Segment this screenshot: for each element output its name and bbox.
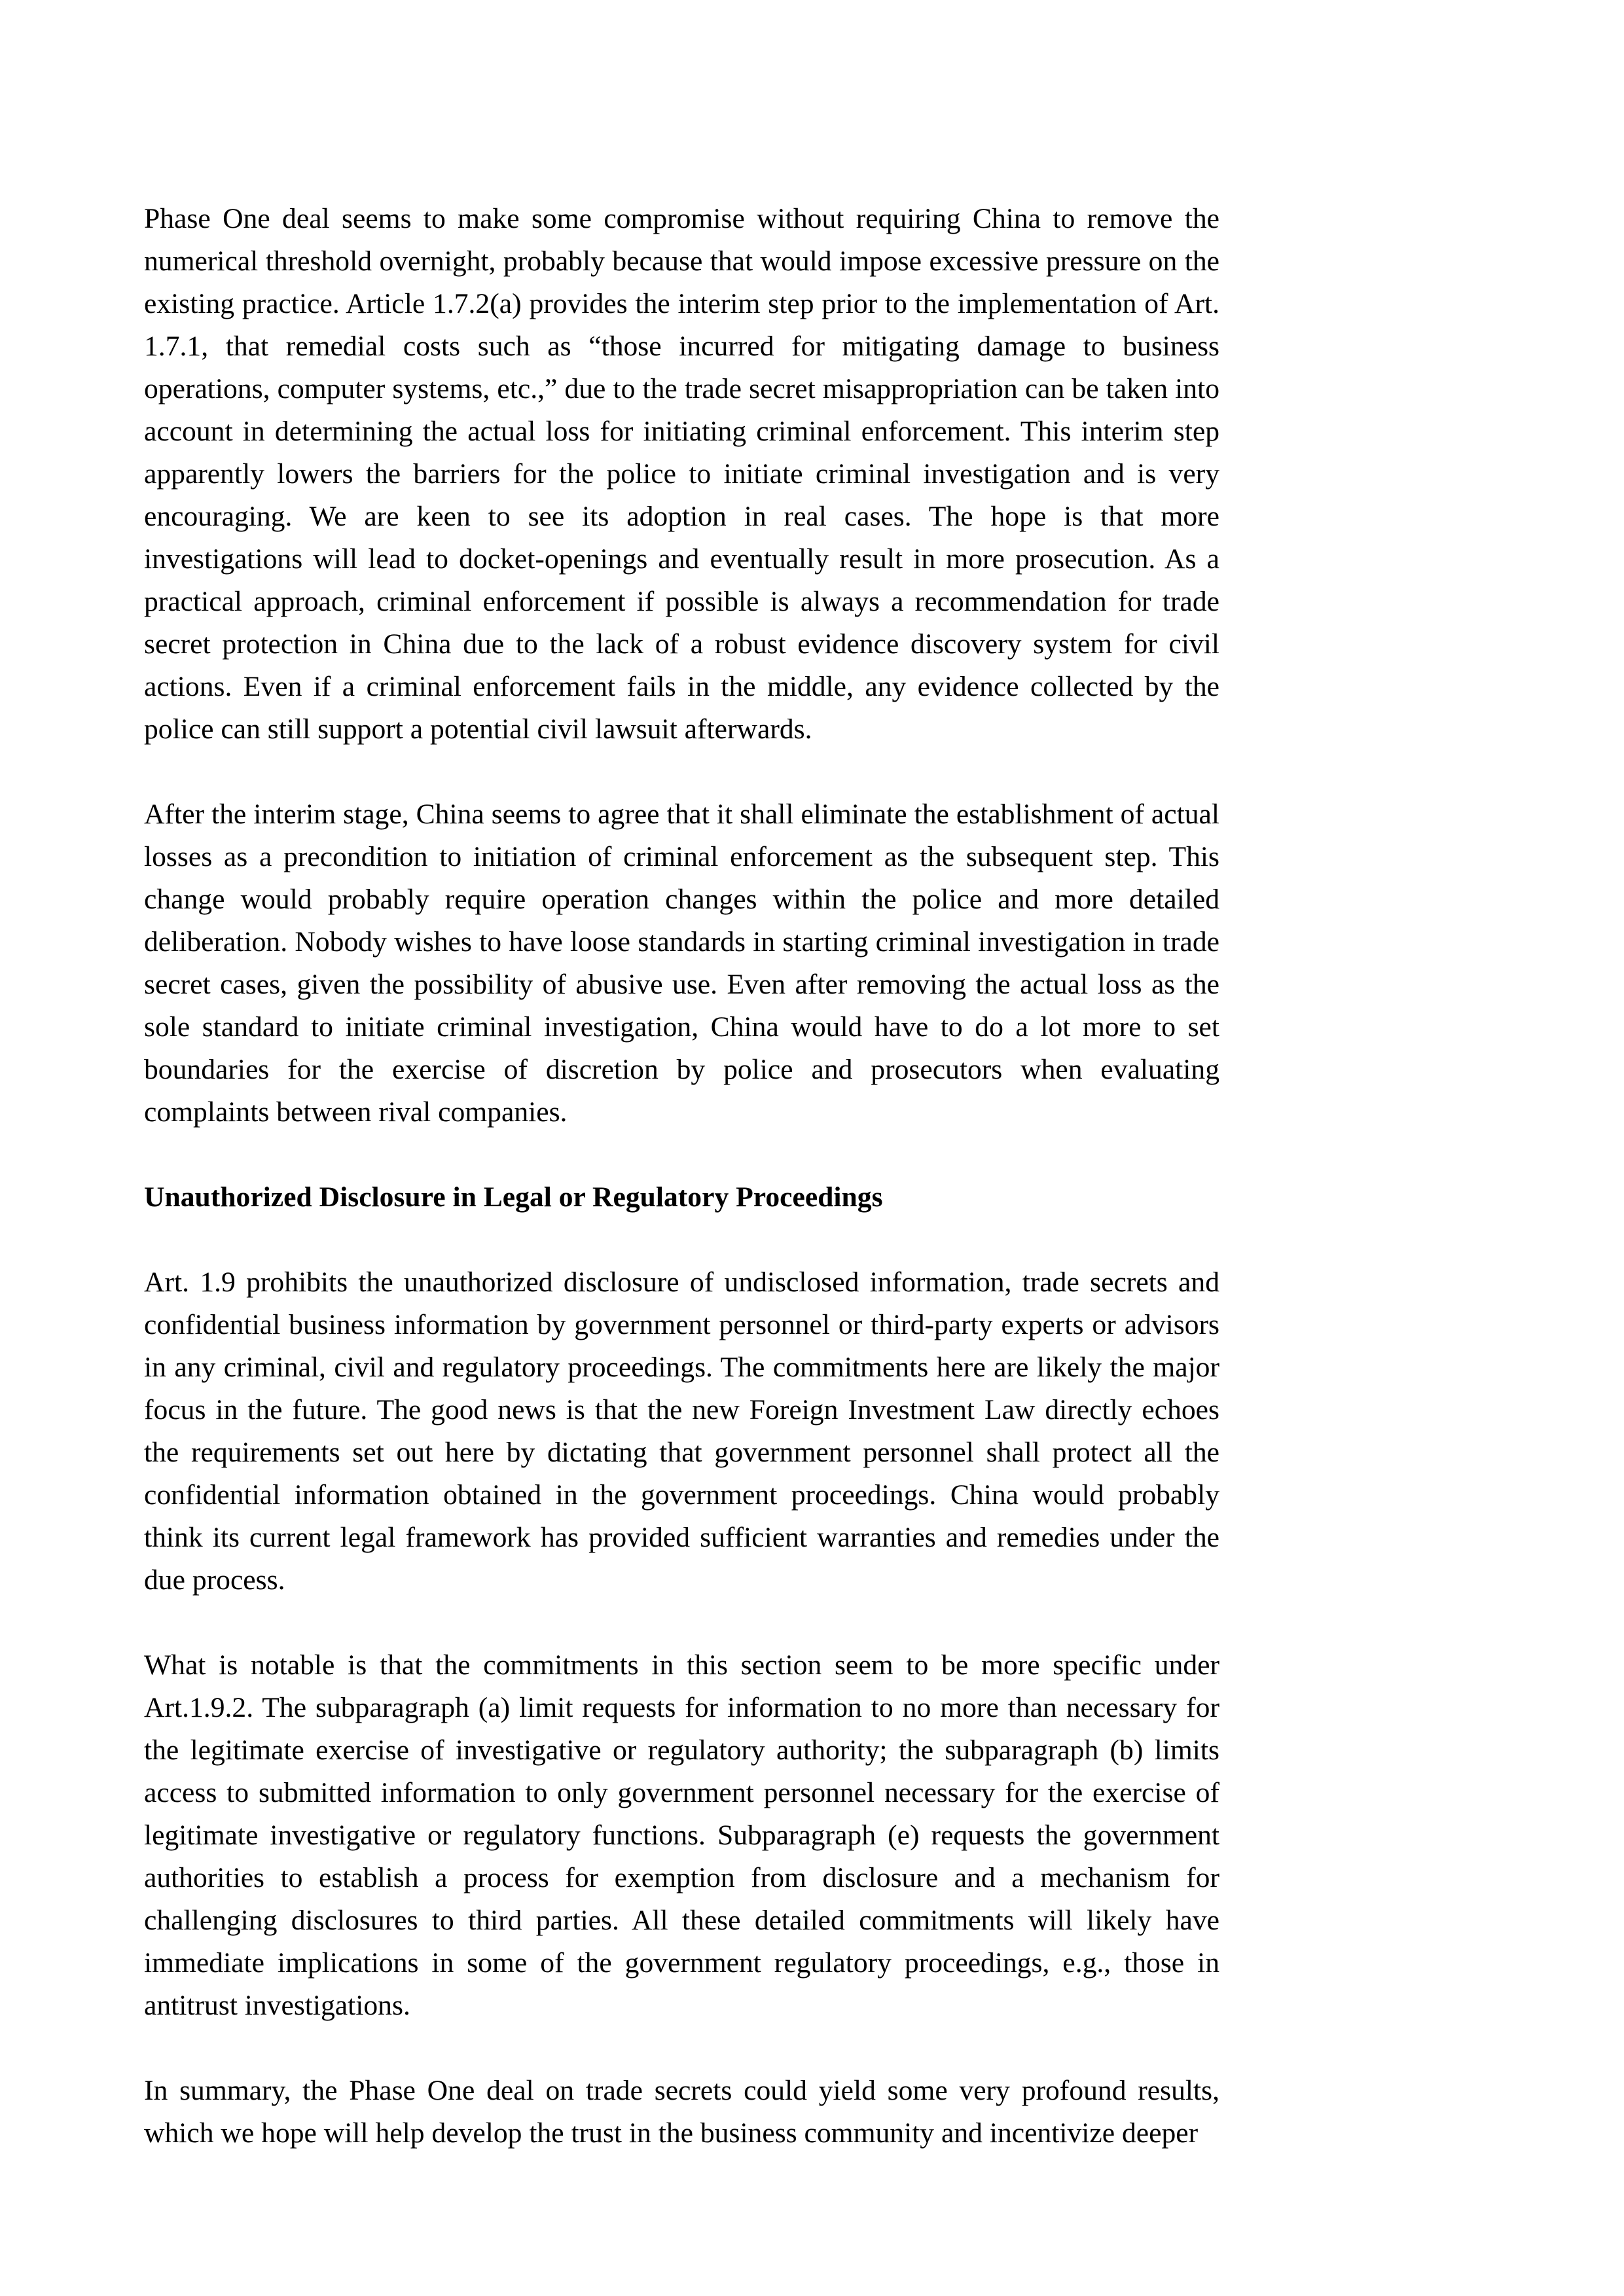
paragraph-subsequent-step: After the interim stage, China seems to agree that it shall eliminate the establishment of actual losses as a precondition to initiation of criminal enforcement as the subsequent step. This change would probably require operation changes within the police and more detailed deliberation. Nobody wishes to have loose standards in starting criminal investigation in trade secret cases, given the possibility of abusive use. Even after removing the actual loss as the sole standard to initiate criminal investigation, China would have to do a lot more to set boundaries for the exercise of discretion by police and prosecutors when evaluating complaints between rival companies.	[144, 798, 1219, 1128]
document-body	[144, 198, 1219, 2197]
paragraph-interim-step: Phase One deal seems to make some compromise without requiring China to remove the numerical threshold overnight, probably because that would impose excessive pressure on the existing practice. Article 1.7.2(a) provides the interim step prior to the implementation of Art. 1.7.1, that remedial costs such as “those incurred for mitigating damage to business operations, computer systems, etc.,” due to the trade secret misappropriation can be taken into account in determining the actual loss for initiating criminal enforcement. This interim step apparently lowers the barriers for the police to initiate criminal investigation and is very encouraging. We are keen to see its adoption in real cases. The hope is that more investigations will lead to docket-openings and eventually result in more prosecution. As a practical approach, criminal enforcement if possible is always a recommendation for trade secret protection in China due to the lack of a robust evidence discovery system for civil actions. Even if a criminal enforcement fails in the middle, any evidence collected by the police can still support a potential civil lawsuit afterwards.	[144, 203, 1219, 745]
paragraph-art-1-9-2: What is notable is that the commitments in this section seem to be more specific under Art.1.9.2. The subparagraph (a) limit requests for information to no more than necessary for the legitimate exercise of investigative or regulatory authority; the subparagraph (b) limits access to submitted information to only government personnel necessary for the exercise of legitimate investigative or regulatory functions. Subparagraph (e) requests the government authorities to establish a process for exemption from disclosure and a mechanism for challenging disclosures to third parties. All these detailed commitments will likely have immediate implications in some of the government regulatory proceedings, e.g., those in antitrust investigations.	[144, 1649, 1219, 2021]
paragraph-art-1-9: Art. 1.9 prohibits the unauthorized disclosure of undisclosed information, trade secrets and confidential business information by government personnel or third-party experts or advisors in any criminal, civil and regulatory proceedings. The commitments here are likely the major focus in the future. The good news is that the new Foreign Investment Law directly echoes the requirements set out here by dictating that government personnel shall protect all the confidential information obtained in the government proceedings. China would probably think its current legal framework has provided sufficient warranties and remedies under the due process.	[144, 1266, 1219, 1596]
paragraph-summary: In summary, the Phase One deal on trade secrets could yield some very profound results, which we hope will help develop the trust in the business community and incentivize deeper	[144, 2075, 1219, 2149]
section-heading: Unauthorized Disclosure in Legal or Regulatory Proceedings	[144, 1181, 883, 1213]
